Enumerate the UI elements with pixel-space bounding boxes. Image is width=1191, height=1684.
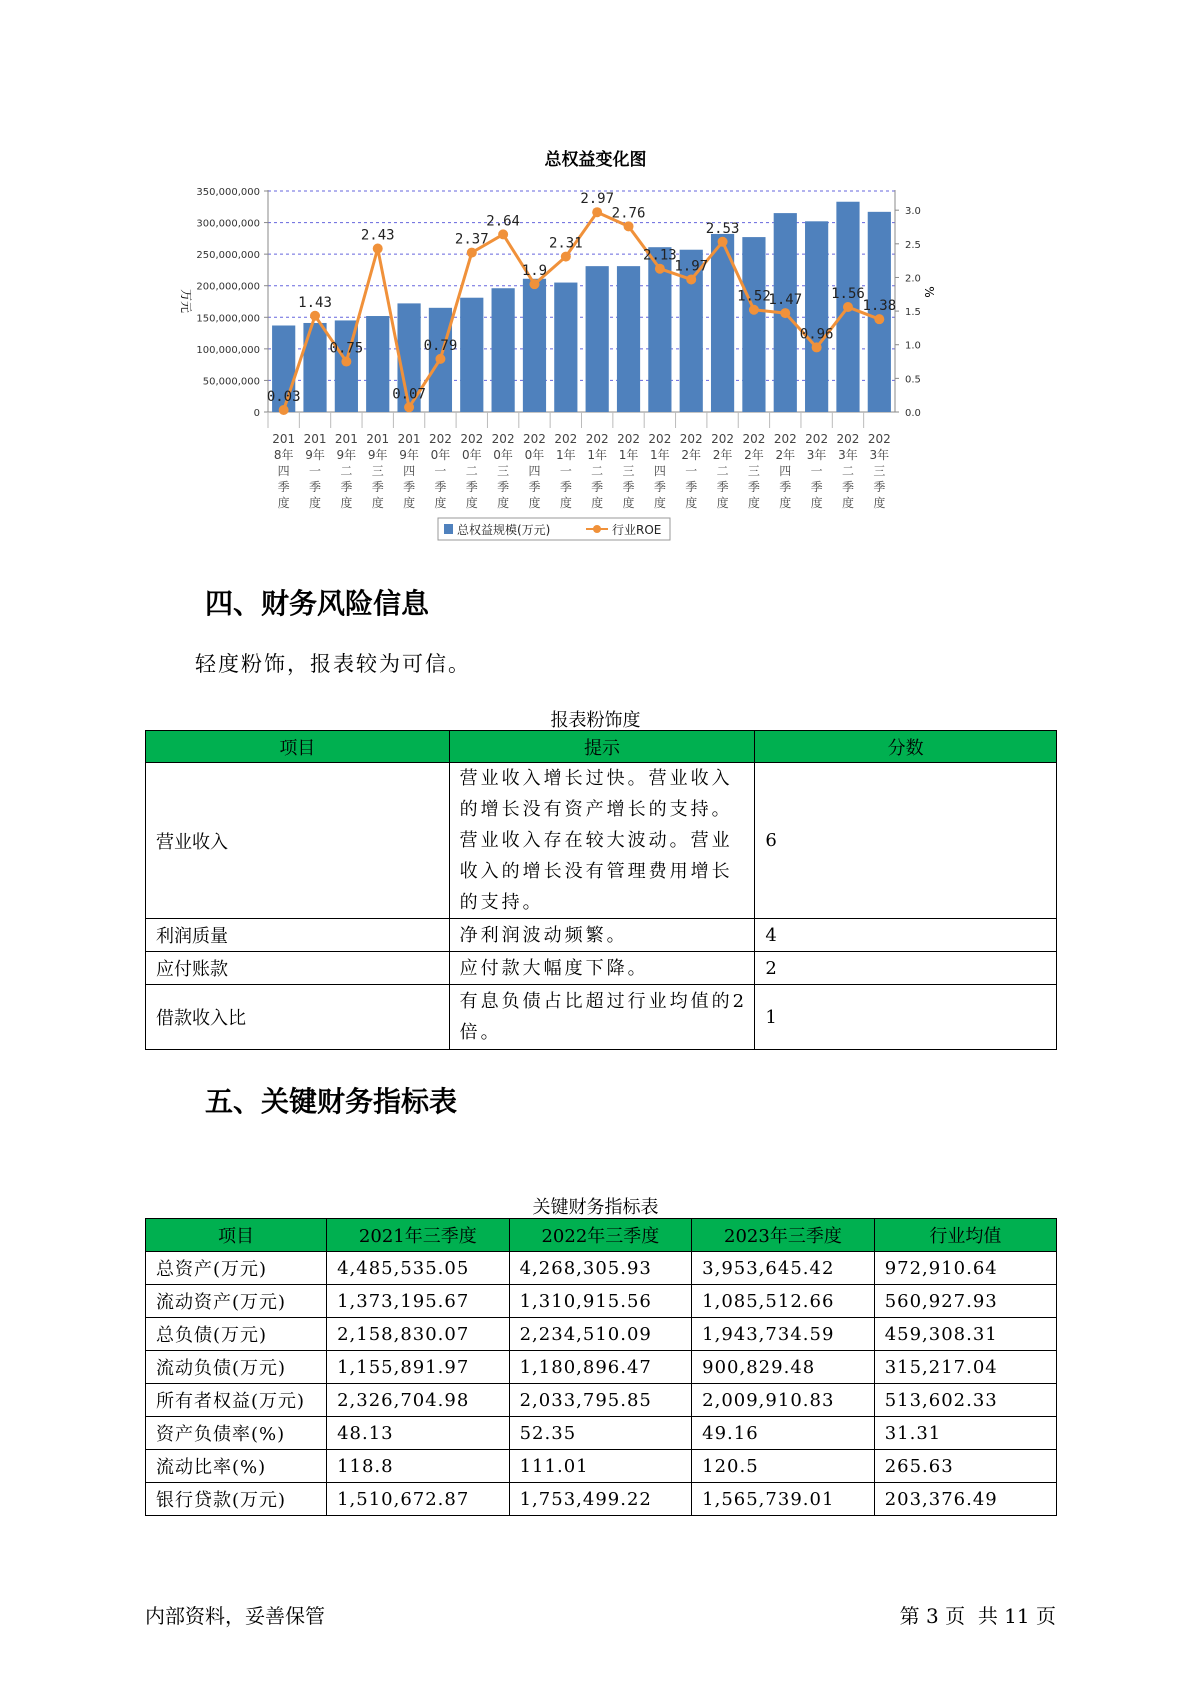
roe-point bbox=[467, 248, 477, 258]
y-tick-label-right: 2.5 bbox=[905, 239, 921, 251]
kpi-item: 资产负债率(%) bbox=[146, 1417, 327, 1450]
y-tick-label-right: 0.5 bbox=[905, 374, 921, 386]
header-hint: 提示 bbox=[449, 731, 755, 763]
kpi-value: 1,310,915.56 bbox=[509, 1285, 692, 1318]
roe-data-label: 0.96 bbox=[799, 326, 834, 343]
bar bbox=[492, 288, 515, 412]
header-industry-avg: 行业均值 bbox=[874, 1219, 1056, 1252]
x-tick-label: 202 1年一季度 bbox=[554, 432, 578, 510]
bar bbox=[366, 316, 389, 412]
y-axis-title-right: % bbox=[922, 286, 936, 298]
risk-table-header bbox=[146, 731, 1057, 763]
roe-point bbox=[498, 229, 508, 239]
kpi-item: 银行贷款(万元) bbox=[146, 1483, 327, 1516]
kpi-table-header bbox=[146, 1219, 1057, 1252]
x-tick-label: 202 0年四季度 bbox=[523, 432, 546, 510]
risk-hint: 应付款大幅度下降。 bbox=[449, 952, 755, 985]
bar bbox=[554, 283, 577, 412]
y-tick-label-left: 300,000,000 bbox=[196, 218, 260, 230]
section4-heading: 四、财务风险信息 bbox=[205, 587, 430, 620]
roe-point bbox=[279, 405, 289, 415]
header-2023q3: 2023年三季度 bbox=[692, 1219, 875, 1252]
legend-line-marker bbox=[593, 525, 601, 533]
x-tick-label: 202 2年四季度 bbox=[773, 432, 797, 510]
roe-data-label: 2.53 bbox=[705, 220, 740, 237]
roe-point bbox=[341, 357, 351, 367]
y-tick-label-left: 350,000,000 bbox=[196, 187, 260, 198]
kpi-value: 31.31 bbox=[874, 1417, 1056, 1450]
roe-data-label: 1.43 bbox=[298, 294, 332, 311]
roe-data-label: 1.38 bbox=[862, 298, 897, 315]
y-tick-label-left: 0 bbox=[253, 408, 260, 419]
risk-item: 借款收入比 bbox=[146, 985, 450, 1050]
risk-score: 6 bbox=[755, 763, 1057, 919]
roe-point bbox=[404, 402, 414, 412]
x-tick-label: 202 2年三季度 bbox=[742, 432, 766, 510]
kpi-item: 所有者权益(万元) bbox=[146, 1384, 327, 1417]
x-tick-label: 202 3年二季度 bbox=[836, 432, 860, 510]
risk-score: 1 bbox=[755, 985, 1057, 1050]
roe-data-label: 2.43 bbox=[360, 227, 395, 244]
kpi-value: 265.63 bbox=[874, 1450, 1056, 1483]
header-item: 项目 bbox=[146, 731, 450, 763]
kpi-value: 52.35 bbox=[509, 1417, 692, 1450]
kpi-value: 48.13 bbox=[327, 1417, 510, 1450]
kpi-item: 总负债(万元) bbox=[146, 1318, 327, 1351]
kpi-value: 4,268,305.93 bbox=[509, 1252, 692, 1285]
roe-point bbox=[874, 314, 884, 324]
roe-point bbox=[624, 221, 634, 231]
table-row bbox=[146, 1351, 1057, 1384]
roe-data-label: 2.76 bbox=[611, 205, 646, 222]
header-score: 分数 bbox=[755, 731, 1057, 763]
legend-bar-swatch bbox=[444, 524, 453, 534]
roe-data-label: 2.64 bbox=[486, 213, 520, 230]
legend-bar-label: 总权益规模(万元) bbox=[457, 523, 551, 537]
x-tick-label: 201 9年四季度 bbox=[397, 432, 421, 510]
kpi-value: 3,953,645.42 bbox=[692, 1252, 875, 1285]
y-tick-label-right: 1.5 bbox=[905, 307, 921, 319]
kpi-value: 972,910.64 bbox=[874, 1252, 1056, 1285]
roe-point bbox=[686, 274, 696, 284]
kpi-value: 1,565,739.01 bbox=[692, 1483, 875, 1516]
bar bbox=[460, 298, 483, 412]
risk-hint: 营业收入增长过快。营业收入的增长没有资产增长的支持。营业收入存在较大波动。营业收入的增长没有管理费用增长的支持。 bbox=[449, 763, 755, 919]
kpi-value: 2,033,795.85 bbox=[509, 1384, 692, 1417]
x-tick-label: 202 1年二季度 bbox=[585, 432, 609, 510]
risk-hint: 净利润波动频繁。 bbox=[449, 919, 755, 952]
y-tick-label-left: 50,000,000 bbox=[202, 376, 260, 388]
kpi-value: 118.8 bbox=[327, 1450, 510, 1483]
roe-data-label: 2.13 bbox=[643, 247, 677, 264]
risk-score: 4 bbox=[755, 919, 1057, 952]
kpi-value: 2,009,910.83 bbox=[692, 1384, 875, 1417]
roe-data-label: 0.03 bbox=[266, 388, 301, 405]
x-tick-label: 202 2年一季度 bbox=[679, 432, 703, 510]
roe-data-label: 1.56 bbox=[831, 286, 865, 303]
x-tick-label: 202 1年四季度 bbox=[648, 432, 672, 510]
y-axis-title-left: 万元 bbox=[179, 288, 193, 314]
kpi-value: 111.01 bbox=[509, 1450, 692, 1483]
kpi-table-body bbox=[146, 1252, 1057, 1516]
x-tick-label: 201 9年一季度 bbox=[303, 432, 327, 510]
risk-table-caption: 报表粉饰度 bbox=[550, 710, 641, 731]
y-tick-label-right: 1.0 bbox=[905, 340, 921, 352]
table-row bbox=[146, 1318, 1057, 1351]
table-row bbox=[146, 1483, 1057, 1516]
footer-left: 内部资料，妥善保管 bbox=[145, 1604, 325, 1628]
risk-hint: 有息负债占比超过行业均值的2倍。 bbox=[449, 985, 755, 1050]
roe-point bbox=[780, 308, 790, 318]
roe-point bbox=[655, 264, 665, 274]
kpi-value: 900,829.48 bbox=[692, 1351, 875, 1384]
y-tick-label-left: 100,000,000 bbox=[196, 344, 260, 356]
kpi-value: 1,943,734.59 bbox=[692, 1318, 875, 1351]
table-row bbox=[146, 1417, 1057, 1450]
kpi-value: 315,217.04 bbox=[874, 1351, 1056, 1384]
y-tick-label-right: 2.0 bbox=[905, 273, 921, 285]
table-row bbox=[146, 1252, 1057, 1285]
bar bbox=[617, 266, 640, 412]
y-tick-label-right: 3.0 bbox=[905, 206, 921, 218]
roe-point bbox=[718, 237, 728, 247]
roe-data-label: 1.47 bbox=[768, 292, 803, 309]
kpi-item: 流动资产(万元) bbox=[146, 1285, 327, 1318]
x-tick-label: 202 3年三季度 bbox=[867, 432, 891, 510]
header-item: 项目 bbox=[146, 1219, 327, 1252]
y-tick-label-right: 0.0 bbox=[905, 408, 921, 419]
kpi-item: 流动比率(%) bbox=[146, 1450, 327, 1483]
section5-heading: 五、关键财务指标表 bbox=[205, 1085, 458, 1118]
table-row bbox=[146, 919, 1057, 952]
bar bbox=[586, 266, 609, 412]
kpi-table-caption: 关键财务指标表 bbox=[532, 1197, 659, 1218]
bar bbox=[805, 221, 828, 412]
y-tick-label-left: 150,000,000 bbox=[196, 313, 260, 325]
risk-item: 营业收入 bbox=[146, 763, 450, 919]
kpi-value: 2,326,704.98 bbox=[327, 1384, 510, 1417]
roe-data-label: 1.52 bbox=[737, 288, 771, 305]
roe-data-label: 0.75 bbox=[329, 340, 364, 357]
table-row bbox=[146, 1285, 1057, 1318]
roe-data-label: 1.9 bbox=[521, 263, 548, 280]
roe-point bbox=[812, 342, 822, 352]
kpi-table bbox=[145, 1218, 1057, 1516]
kpi-value: 1,155,891.97 bbox=[327, 1351, 510, 1384]
table-row bbox=[146, 1450, 1057, 1483]
chart-title: 总权益变化图 bbox=[544, 150, 647, 170]
x-tick-label: 201 9年二季度 bbox=[334, 432, 358, 510]
kpi-value: 120.5 bbox=[692, 1450, 875, 1483]
table-row bbox=[146, 985, 1057, 1050]
roe-data-label: 1.97 bbox=[674, 258, 709, 275]
equity-chart bbox=[170, 180, 1020, 590]
roe-point bbox=[749, 305, 759, 315]
roe-data-label: 0.79 bbox=[423, 337, 458, 354]
section4-paragraph: 轻度粉饰，报表较为可信。 bbox=[195, 652, 471, 676]
roe-point bbox=[435, 354, 445, 364]
y-tick-label-left: 200,000,000 bbox=[196, 281, 260, 293]
roe-point bbox=[529, 279, 539, 289]
roe-data-label: 2.37 bbox=[454, 231, 489, 248]
x-tick-label: 201 9年三季度 bbox=[366, 432, 390, 510]
bar bbox=[742, 237, 765, 412]
footer-right: 第 3 页 共 11 页 bbox=[899, 1604, 1056, 1628]
roe-point bbox=[373, 244, 383, 254]
y-tick-label-left: 250,000,000 bbox=[196, 250, 260, 262]
legend-line-label: 行业ROE bbox=[612, 523, 662, 537]
kpi-value: 4,485,535.05 bbox=[327, 1252, 510, 1285]
kpi-item: 总资产(万元) bbox=[146, 1252, 327, 1285]
risk-item: 应付账款 bbox=[146, 952, 450, 985]
roe-point bbox=[592, 207, 602, 217]
risk-table bbox=[145, 730, 1057, 1050]
kpi-value: 203,376.49 bbox=[874, 1483, 1056, 1516]
bar bbox=[523, 279, 546, 412]
kpi-value: 560,927.93 bbox=[874, 1285, 1056, 1318]
x-tick-label: 201 8年四季度 bbox=[272, 432, 296, 510]
roe-data-label: 2.97 bbox=[580, 191, 615, 208]
kpi-value: 1,373,195.67 bbox=[327, 1285, 510, 1318]
x-tick-label: 202 0年一季度 bbox=[428, 432, 452, 510]
table-row bbox=[146, 763, 1057, 919]
kpi-value: 1,180,896.47 bbox=[509, 1351, 692, 1384]
kpi-value: 513,602.33 bbox=[874, 1384, 1056, 1417]
x-tick-label: 202 3年一季度 bbox=[805, 432, 829, 510]
risk-score: 2 bbox=[755, 952, 1057, 985]
kpi-value: 2,234,510.09 bbox=[509, 1318, 692, 1351]
x-tick-label: 202 2年二季度 bbox=[711, 432, 735, 510]
x-tick-label: 202 0年三季度 bbox=[491, 432, 515, 510]
kpi-value: 49.16 bbox=[692, 1417, 875, 1450]
kpi-value: 1,753,499.22 bbox=[509, 1483, 692, 1516]
roe-point bbox=[561, 252, 571, 262]
roe-point bbox=[310, 311, 320, 321]
table-row bbox=[146, 1384, 1057, 1417]
roe-data-label: 2.31 bbox=[548, 235, 583, 252]
table-row bbox=[146, 952, 1057, 985]
kpi-value: 1,085,512.66 bbox=[692, 1285, 875, 1318]
kpi-value: 1,510,672.87 bbox=[327, 1483, 510, 1516]
risk-item: 利润质量 bbox=[146, 919, 450, 952]
header-2021q3: 2021年三季度 bbox=[327, 1219, 510, 1252]
roe-data-label: 0.07 bbox=[392, 386, 426, 403]
x-tick-label: 202 0年二季度 bbox=[460, 432, 484, 510]
kpi-item: 流动负债(万元) bbox=[146, 1351, 327, 1384]
header-2022q3: 2022年三季度 bbox=[509, 1219, 692, 1252]
kpi-value: 2,158,830.07 bbox=[327, 1318, 510, 1351]
kpi-value: 459,308.31 bbox=[874, 1318, 1056, 1351]
roe-point bbox=[843, 302, 853, 312]
x-tick-label: 202 1年三季度 bbox=[617, 432, 640, 510]
